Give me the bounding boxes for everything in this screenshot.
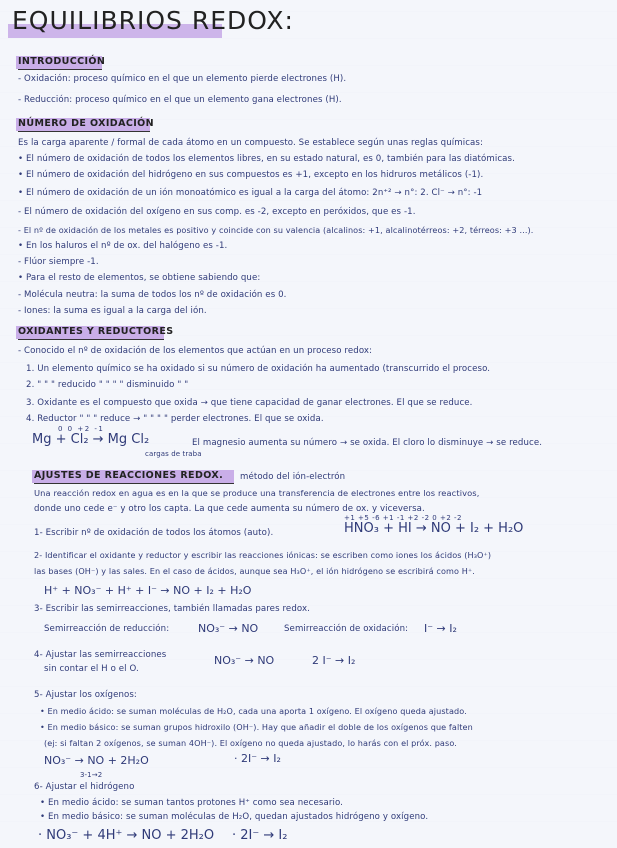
reduction-label: Semirreacción de reducción:	[44, 624, 170, 634]
ajustes-line: 4- Ajustar las semirreacciones	[34, 650, 167, 660]
oxidation-semi: I⁻ → I₂	[424, 622, 457, 635]
numero-line: - El nº de oxidación de los metales es positivo y coincide con su valencia (alcalinos: +1, alcalinotérreos: +2, térreos: +3 ...).	[18, 225, 534, 235]
ajustes-line: 5- Ajustar los oxígenos:	[34, 690, 137, 700]
numero-line: • El número de oxidación de un ión monoatómico es igual a la carga del átomo: 2n⁺² → n°: 2. Cl⁻ → n°: -1	[18, 188, 483, 198]
step5-note: 3-1→2	[80, 771, 103, 779]
reduction-semi: NO₃⁻ → NO	[198, 622, 259, 635]
intro-heading: INTRODUCCIÓN	[18, 56, 106, 67]
ajustes-line: • En medio ácido: se suman tantos protones H⁺ como sea necesario.	[40, 798, 343, 808]
ajustes-line: sin contar el H o el O.	[44, 664, 139, 674]
ajustes-line: Una reacción redox en agua es en la que se produce una transferencia de electrones entre los reactivos,	[34, 488, 480, 498]
ajustes-line: donde uno cede e⁻ y otro los capta. La que cede aumenta su número de ox. y viceversa.	[34, 504, 425, 514]
step5-reduction: NO₃⁻ → NO + 2H₂O	[44, 754, 149, 767]
numero-heading: NÚMERO DE OXIDACIÓN	[18, 118, 154, 129]
numero-line: - Flúor siempre -1.	[18, 257, 99, 267]
ajustes-line: 2- Identificar el oxidante y reductor y escribir las reacciones iónicas: se escriben como iones los ácidos (H₃O⁺)	[34, 550, 492, 560]
oxidantes-line: El magnesio aumenta su número → se oxida. El cloro lo disminuye → se reduce.	[192, 438, 543, 448]
numero-line: - Molécula neutra: la suma de todos los nº de oxidación es 0.	[18, 290, 287, 300]
step6-reduction: · NO₃⁻ + 4H⁺ → NO + 2H₂O	[38, 828, 215, 843]
adjusted-oxidation: 2 I⁻ → I₂	[312, 654, 356, 667]
ionic-equation: H⁺ + NO₃⁻ + H⁺ + I⁻ → NO + I₂ + H₂O	[44, 584, 252, 597]
ajustes-line: (ej: si faltan 2 oxígenos, se suman 4OH⁻). El oxígeno no queda ajustado, lo harás con el próx. paso.	[44, 738, 457, 748]
ajustes-heading: AJUSTES DE REACCIONES REDOX.	[34, 470, 224, 481]
intro-line: - Oxidación: proceso químico en el que un elemento pierde electrones (H).	[18, 74, 347, 84]
ajustes-line: 6- Ajustar el hidrógeno	[34, 782, 135, 792]
ajustes-line: • En medio ácido: se suman moléculas de H₂O, cada una aporta 1 oxígeno. El oxígeno queda ajustado.	[40, 706, 467, 716]
oxidantes-line: 3. Oxidante es el compuesto que oxida → que tiene capacidad de ganar electrones. El que se reduce.	[26, 398, 473, 408]
oxidation-label: Semirreacción de oxidación:	[284, 624, 409, 634]
redox-ox-numbers: 0 0 +2 -1	[58, 425, 105, 433]
ajustes-underline	[34, 483, 234, 484]
ajustes-line: • En medio básico: se suman grupos hidroxilo (OH⁻). Hay que añadir el doble de los oxígenos que falten	[40, 722, 473, 732]
numero-line: • En los haluros el nº de ox. del halógeno es -1.	[18, 241, 228, 251]
main-equation: HNO₃ + HI → NO + I₂ + H₂O	[344, 521, 524, 536]
step5-oxidation: · 2I⁻ → I₂	[234, 752, 281, 765]
oxidantes-line: - Conocido el nº de oxidación de los elementos que actúan en un proceso redox:	[18, 346, 373, 356]
intro-underline	[18, 69, 102, 70]
step6-oxidation: · 2I⁻ → I₂	[232, 828, 288, 843]
page-title: EQUILIBRIOS REDOX:	[12, 6, 294, 35]
charge-note: cargas de traba	[145, 450, 202, 458]
numero-line: • Para el resto de elementos, se obtiene sabiendo que:	[18, 273, 261, 283]
adjusted-reduction: NO₃⁻ → NO	[214, 654, 275, 667]
ajustes-method: método del ión-electrón	[240, 472, 346, 482]
numero-line: Es la carga aparente / formal de cada átomo en un compuesto. Se establece según unas reglas químicas:	[18, 138, 483, 148]
magnesium-equation: Mg + Cl₂ → Mg Cl₂	[32, 432, 150, 447]
ajustes-line: 3- Escribir las semirreacciones, también llamadas pares redox.	[34, 604, 310, 614]
numero-line: - Iones: la suma es igual a la carga del ión.	[18, 306, 207, 316]
oxidantes-heading: OXIDANTES Y REDUCTORES	[18, 326, 174, 337]
numero-line: - El número de oxidación del oxígeno en sus comp. es -2, excepto en peróxidos, que es -1.	[18, 207, 416, 217]
oxidantes-line: 1. Un elemento químico se ha oxidado si su número de oxidación ha aumentado (transcurrido el proceso.	[26, 364, 491, 374]
intro-line: - Reducción: proceso químico en el que un elemento gana electrones (H).	[18, 95, 342, 105]
oxidantes-line: 4. Reductor " " " reduce → " " " " perder electrones. El que se oxida.	[26, 414, 324, 424]
numero-underline	[18, 131, 150, 132]
numero-line: • El número de oxidación del hidrógeno en sus compuestos es +1, excepto en los hidruros metálicos (-1).	[18, 170, 484, 180]
ajustes-line: las bases (OH⁻) y las sales. En el caso de ácidos, aunque sea H₃O⁺, el ión hidrógeno se escribirá como H⁺.	[34, 566, 475, 576]
oxidantes-line: 2. " " " reducido " " " " disminuido " "	[26, 380, 189, 390]
main-eq-ox-numbers: +1 +5 -6 +1 -1 +2 -2 0 +2 -2	[344, 514, 462, 522]
ajustes-line: • En medio básico: se suman moléculas de H₂O, quedan ajustados hidrógeno y oxígeno.	[40, 812, 429, 822]
oxidantes-underline	[18, 339, 164, 340]
ajustes-line: 1- Escribir nº de oxidación de todos los átomos (auto).	[34, 528, 274, 538]
numero-line: • El número de oxidación de todos los elementos libres, en su estado natural, es 0, también para las diatómicas.	[18, 154, 515, 164]
